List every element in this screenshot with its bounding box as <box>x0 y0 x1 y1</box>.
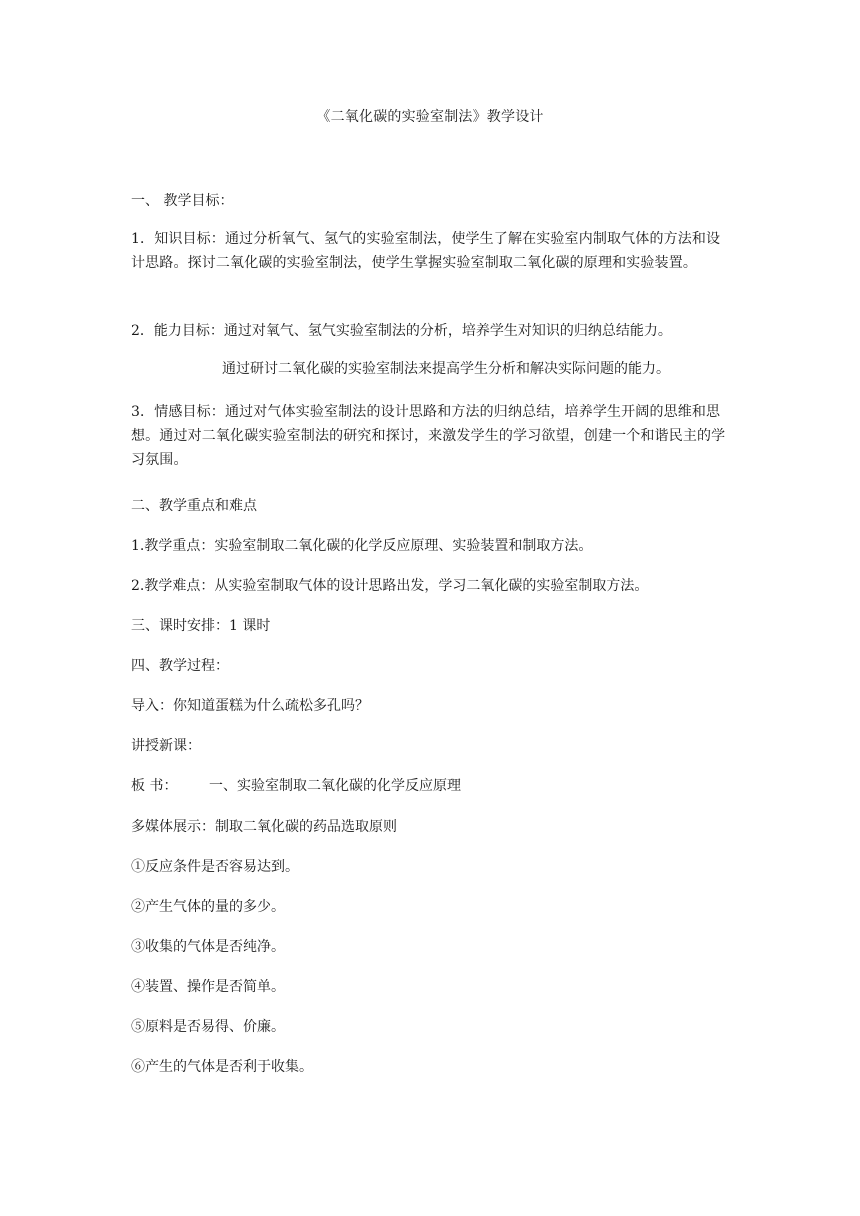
new-lesson-label: 讲授新课： <box>131 738 201 754</box>
board-writing-label: 板 书： <box>131 778 178 794</box>
objective-ability-continued: 通过研讨二氧化碳的实验室制法来提高学生分析和解决实际问题的能力。 <box>222 361 670 377</box>
lesson-introduction: 导入：你知道蛋糕为什么疏松多孔吗？ <box>131 698 369 714</box>
objective-knowledge: 1．知识目标：通过分析氧气、氢气的实验室制法，使学生了解在实验室内制取气体的方法和设计思路。探讨二氧化碳的实验室制法，使学生掌握实验室制取二氧化碳的原理和实验装置。 <box>131 231 721 271</box>
section-1-heading: 一、 教学目标： <box>131 193 234 209</box>
principle-item: ②产生气体的量的多少。 <box>131 899 285 915</box>
objective-ability: 2．能力目标：通过对氧气、氢气实验室制法的分析，培养学生对知识的归纳总结能力。 <box>131 323 672 339</box>
board-writing <box>131 774 731 798</box>
principle-item: ①反应条件是否容易达到。 <box>131 859 299 875</box>
section-2-heading: 二、教学重点和难点 <box>131 498 257 514</box>
teaching-difficulty: 2.教学难点：从实验室制取气体的设计思路出发，学习二氧化碳的实验室制取方法。 <box>131 578 649 594</box>
objective-emotion: 3．情感目标：通过对气体实验室制法的设计思路和方法的归纳总结，培养学生开阔的思维和思想。通过对二氧化碳实验室制法的研究和探讨，来激发学生的学习欲望，创建一个和谐民主的学习氛围。 <box>131 404 726 468</box>
teaching-key-point: 1.教学重点：实验室制取二氧化碳的化学反应原理、实验装置和制取方法。 <box>131 538 593 554</box>
document-title: 《二氧化碳的实验室制法》教学设计 <box>316 109 544 125</box>
multimedia-display: 多媒体展示：制取二氧化碳的药品选取原则 <box>131 819 397 835</box>
board-writing-text: 一、实验室制取二氧化碳的化学反应原理 <box>209 778 461 794</box>
principle-item: ⑤原料是否易得、价廉。 <box>131 1019 285 1035</box>
section-3-schedule: 三、课时安排：1 课时 <box>131 618 271 634</box>
section-4-heading: 四、教学过程： <box>131 658 229 674</box>
principle-item: ③收集的气体是否纯净。 <box>131 939 285 955</box>
principle-item: ④装置、操作是否简单。 <box>131 979 285 995</box>
principle-item: ⑥产生的气体是否利于收集。 <box>131 1059 313 1075</box>
